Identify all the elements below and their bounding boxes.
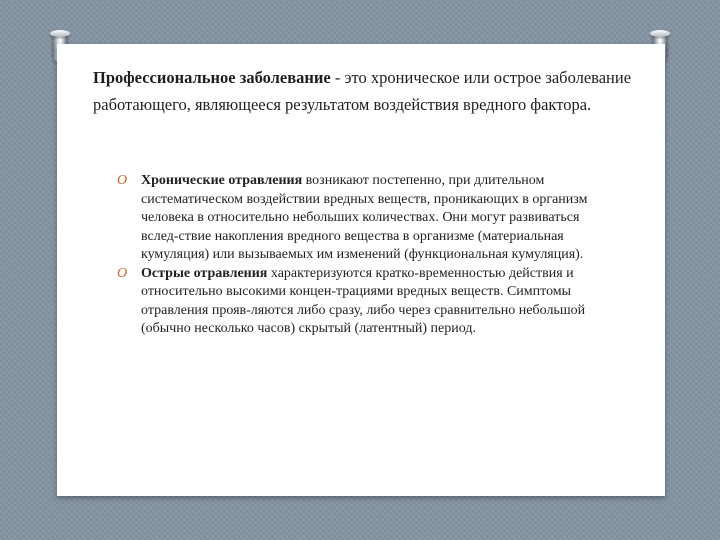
bullet-term: Острые отравления xyxy=(141,265,268,281)
definition-paragraph xyxy=(93,64,633,118)
bullet-marker-icon: O xyxy=(117,265,128,281)
bullet-body: возникают постепенно, при длительном систематическом воздействии вредных веществ, проникающих в организм человека в относительно небольших количествах. Они могут развиваться вслед-ствие накопления вредного вещества в организме (материальная кумуляция) или вызываемых им изменений (функциональная кумуляция). xyxy=(141,173,588,262)
slide-card xyxy=(57,44,665,496)
bullet-item-acute xyxy=(117,265,607,339)
bullet-text xyxy=(141,172,607,265)
bullet-body: характеризуются кратко-временностью действия и относительно высокими концен-трациями вредных веществ. Симптомы отравления прояв-ляются либо сразу, либо через сравнительно небольшой (обычно несколько часов) скрытый (латентный) период. xyxy=(141,265,586,336)
bullet-item-chronic xyxy=(117,172,607,265)
definition-term: Профессиональное заболевание xyxy=(93,68,331,87)
bullet-list xyxy=(117,172,607,339)
bullet-text xyxy=(141,265,607,339)
bullet-marker-icon: O xyxy=(117,173,128,188)
bullet-term: Хронические отравления xyxy=(141,173,303,188)
definition-text: - это хроническое или острое заболевание работающего, являющееся результатом воздействия вредного фактора. xyxy=(93,68,632,114)
